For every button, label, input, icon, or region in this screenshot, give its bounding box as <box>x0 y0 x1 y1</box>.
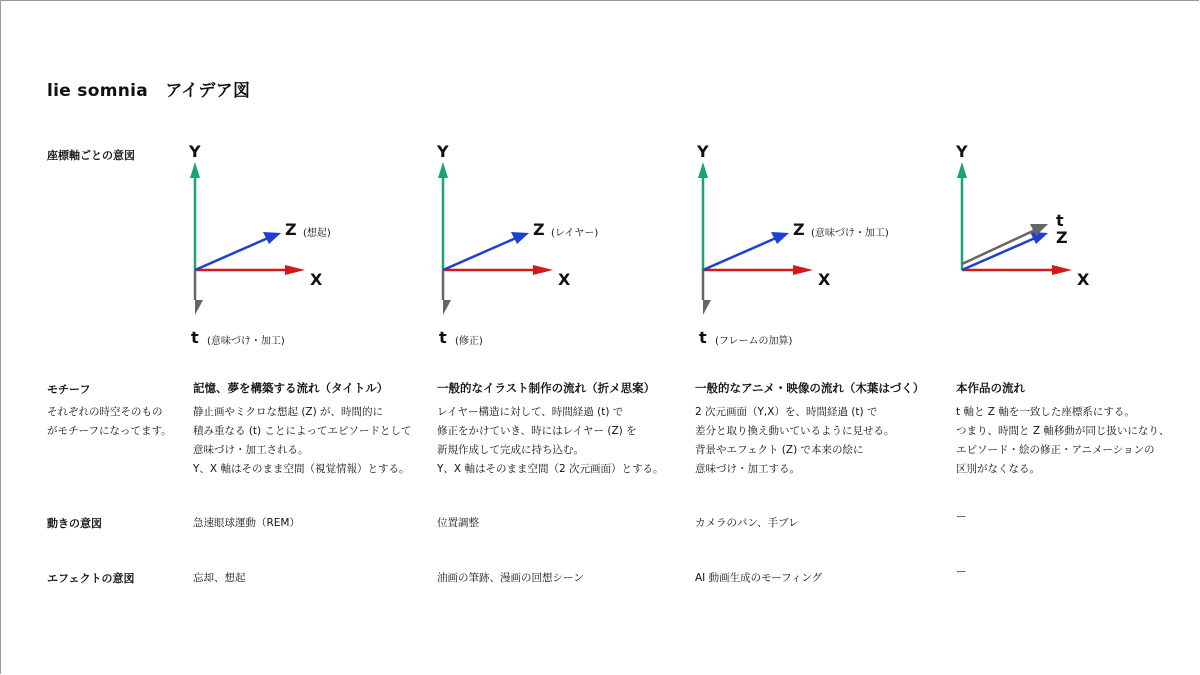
axis-diagram-2 <box>413 140 653 350</box>
motif-line: 区別がなくなる。 <box>956 463 1040 475</box>
y-arrowhead <box>698 162 708 178</box>
page-title: lie somnia アイデア図 <box>47 81 251 101</box>
t-axis-label: t <box>1056 211 1064 230</box>
t-arrowhead <box>195 300 203 315</box>
x-arrowhead <box>285 265 305 275</box>
z-axis-note: (想起) <box>303 228 331 239</box>
motif-body-1 <box>193 403 411 479</box>
z-axis-label: Z <box>793 220 805 239</box>
motif-title-2: 一般的なイラスト制作の流れ（折メ思案） <box>437 381 656 395</box>
axis-graphic <box>413 140 653 350</box>
x-axis-label: X <box>310 270 323 289</box>
x-axis-label: X <box>1077 270 1090 289</box>
motif-body-2 <box>437 403 663 479</box>
t-axis-parallel <box>962 230 1035 264</box>
t-axis-note: (フレームの加算) <box>715 336 793 347</box>
motif-line: 静止画やミクロな想起 (Z) が、時間的に <box>193 406 384 418</box>
z-axis-label: Z <box>285 220 297 239</box>
motif-line: 修正をかけていき、時にはレイヤー (Z) を <box>437 425 637 437</box>
x-axis-label: X <box>558 270 571 289</box>
y-arrowhead <box>190 162 200 178</box>
motif-title-1: 記憶、夢を構築する流れ（タイトル） <box>193 381 389 395</box>
axis-graphic <box>932 140 1172 350</box>
t-axis-label: t <box>439 328 447 347</box>
axis-diagram-4 <box>932 140 1172 350</box>
row-label-movement: 動きの意図 <box>47 517 102 530</box>
z-axis <box>962 238 1035 270</box>
effect-cell-2: 油画の筆跡、漫画の回想シーン <box>437 572 584 584</box>
t-axis-note: (修正) <box>455 336 483 347</box>
motif-body-3 <box>695 403 895 479</box>
z-axis-label: Z <box>1056 228 1068 247</box>
motif-title-4: 本作品の流れ <box>956 381 1025 395</box>
motif-line: 差分と取り換え動いているように見せる。 <box>695 425 895 437</box>
row-desc-line: それぞれの時空そのもの <box>47 406 163 418</box>
motif-line: 新規作成して完成に持ち込む。 <box>437 444 584 456</box>
row-desc-line: がモチーフになってます。 <box>47 425 172 437</box>
y-axis-label: Y <box>189 142 201 161</box>
movement-cell-4: ー <box>956 511 967 523</box>
motif-line: Y、X 軸はそのまま空間（2 次元画面）とする。 <box>437 463 664 475</box>
z-axis-label: Z <box>533 220 545 239</box>
row-desc-motif <box>47 403 172 441</box>
x-arrowhead <box>793 265 813 275</box>
y-axis-label: Y <box>437 142 449 161</box>
axis-diagram-1 <box>165 140 405 350</box>
y-axis-label: Y <box>697 142 709 161</box>
motif-line: エピソード・絵の修正・アニメーションの <box>956 444 1155 456</box>
motif-line: 意味づけ・加工する。 <box>695 463 800 475</box>
z-axis-note: (レイヤー) <box>551 228 599 239</box>
effect-cell-4: ー <box>956 566 967 578</box>
motif-line: つまり、時間と Z 軸移動が同じ扱いになり、 <box>956 425 1170 437</box>
motif-body-4 <box>956 403 1169 479</box>
t-arrowhead <box>703 300 711 315</box>
axis-graphic <box>673 140 913 350</box>
axis-diagram-3 <box>673 140 913 350</box>
x-arrowhead <box>1052 265 1072 275</box>
motif-line: レイヤー構造に対して、時間経過 (t) で <box>437 406 624 418</box>
x-arrowhead <box>533 265 553 275</box>
effect-cell-3: AI 動画生成のモーフィング <box>695 572 823 584</box>
y-axis-label: Y <box>956 142 968 161</box>
t-arrowhead <box>443 300 451 315</box>
motif-line: Y、X 軸はそのまま空間（視覚情報）とする。 <box>193 463 410 475</box>
row-label-effect: エフェクトの意図 <box>47 572 135 585</box>
motif-line: 背景やエフェクト (Z) で本来の絵に <box>695 444 864 456</box>
z-axis <box>703 238 776 270</box>
y-arrowhead <box>438 162 448 178</box>
effect-cell-1: 忘却、想起 <box>193 572 246 584</box>
movement-cell-1: 急速眼球運動（REM） <box>193 517 300 529</box>
motif-line: t 軸と Z 軸を一致した座標系にする。 <box>956 406 1135 418</box>
motif-line: 2 次元画面（Y,X）を、時間経過 (t) で <box>695 406 878 418</box>
motif-line: 意味づけ・加工される。 <box>193 444 309 456</box>
row-label-axes: 座標軸ごとの意図 <box>47 149 135 162</box>
z-axis <box>195 238 268 270</box>
z-axis-note: (意味づけ・加工) <box>811 228 889 239</box>
t-axis-note: (意味づけ・加工) <box>207 336 285 347</box>
movement-cell-2: 位置調整 <box>437 517 479 529</box>
t-axis-label: t <box>191 328 199 347</box>
x-axis-label: X <box>818 270 831 289</box>
y-arrowhead <box>957 162 967 178</box>
z-axis <box>443 238 516 270</box>
t-axis-label: t <box>699 328 707 347</box>
row-label-motif: モチーフ <box>47 383 91 396</box>
motif-title-3: 一般的なアニメ・映像の流れ（木葉はづく） <box>695 381 925 395</box>
axis-graphic <box>165 140 405 350</box>
motif-line: 積み重なる (t) ことによってエピソードとして <box>193 425 412 437</box>
movement-cell-3: カメラのパン、手ブレ <box>695 517 799 529</box>
